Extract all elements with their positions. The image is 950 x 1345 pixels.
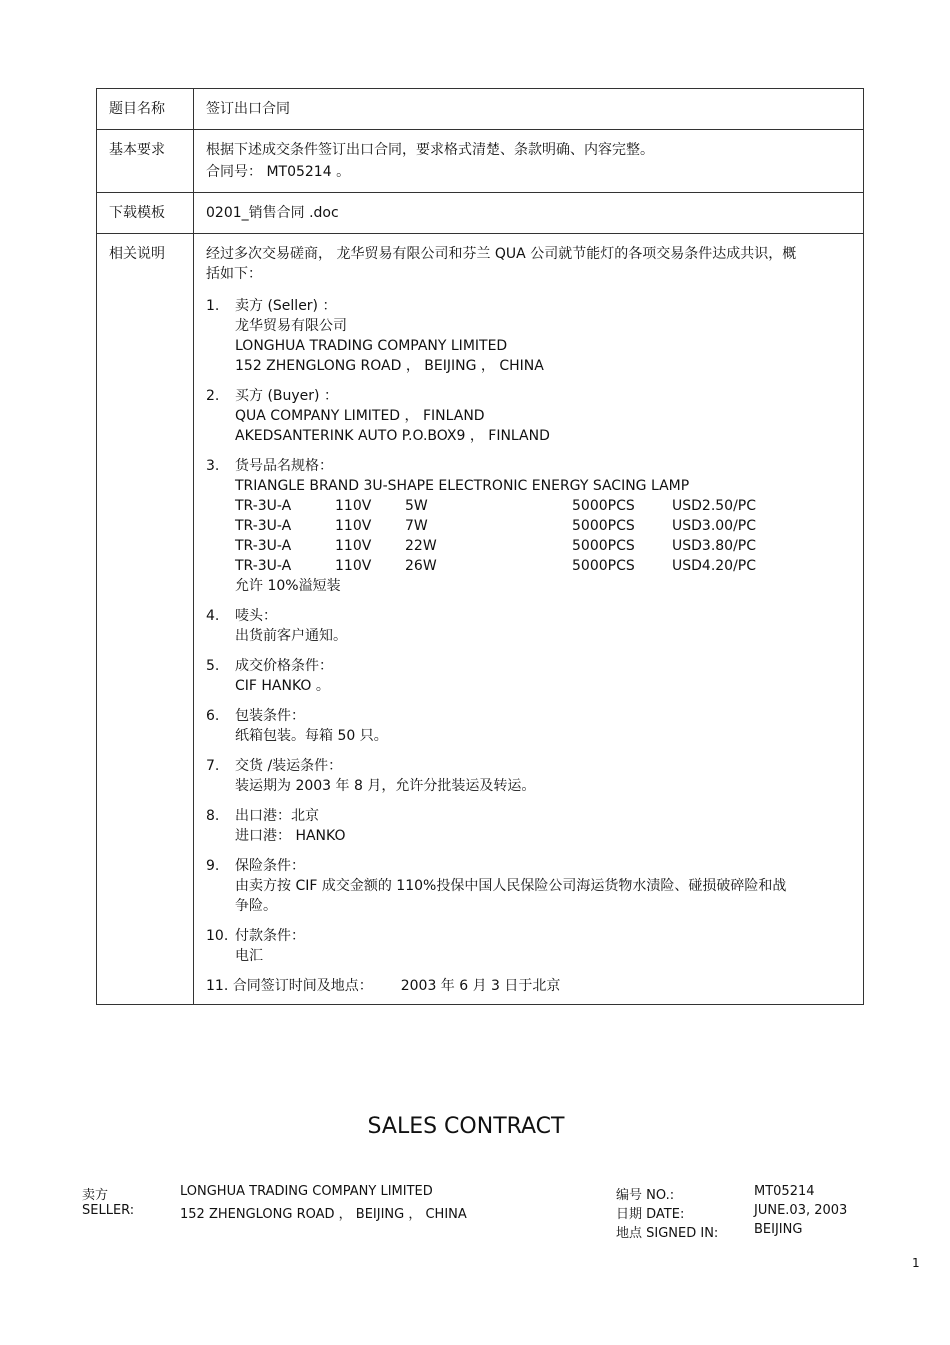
list-item xyxy=(206,856,857,916)
table-row xyxy=(97,130,864,193)
list-item xyxy=(206,296,857,376)
product-qty: 5000PCS xyxy=(572,518,635,534)
item-title: 买方 (Buyer) ： xyxy=(235,388,338,404)
item-title: 出口港：北京 xyxy=(235,808,319,824)
item-title: 保险条件： xyxy=(235,858,305,874)
product-row xyxy=(206,536,857,556)
item-number: 9. xyxy=(206,858,220,874)
seller-name: LONGHUA TRADING COMPANY LIMITED xyxy=(180,1184,433,1199)
item-line: LONGHUA TRADING COMPANY LIMITED xyxy=(235,338,508,354)
contract-no-value: MT05214 xyxy=(754,1184,815,1199)
list-item xyxy=(206,456,857,596)
product-qty: 5000PCS xyxy=(572,498,635,514)
place-label: 地点 SIGNED IN: xyxy=(616,1226,719,1241)
notes-cell xyxy=(194,234,864,1005)
item-line: 电汇 xyxy=(235,948,263,964)
item-line: 龙华贸易有限公司 xyxy=(235,318,347,334)
list-item xyxy=(206,926,857,966)
table-row xyxy=(97,234,864,1005)
product-model: TR-3U-A xyxy=(235,518,292,534)
product-watt: 7W xyxy=(405,518,428,534)
product-row xyxy=(206,496,857,516)
row-label: 基本要求 xyxy=(97,130,194,193)
place-value: BEIJING xyxy=(754,1222,803,1237)
list-item xyxy=(206,706,857,746)
product-model: TR-3U-A xyxy=(235,538,292,554)
tolerance-line: 允许 10%溢短装 xyxy=(235,578,341,594)
intro-line: 经过多次交易磋商， 龙华贸易有限公司和芬兰 QUA 公司就节能灯的各项交易条件达成共识，概 xyxy=(206,246,797,262)
item-line: TRIANGLE BRAND 3U-SHAPE ELECTRONIC ENERGY SACING LAMP xyxy=(235,478,690,494)
item-line: 152 ZHENGLONG ROAD ， BEIJING ， CHINA xyxy=(235,358,544,374)
product-watt: 26W xyxy=(405,558,437,574)
row-label: 题目名称 xyxy=(97,89,194,130)
product-price: USD3.00/PC xyxy=(672,518,757,534)
product-qty: 5000PCS xyxy=(572,538,635,554)
assignment-table xyxy=(96,88,864,1005)
requirement-line: 根据下述成交条件签订出口合同，要求格式清楚、条款明确、内容完整。 xyxy=(206,142,654,158)
list-item xyxy=(206,606,857,646)
item-line: CIF HANKO 。 xyxy=(235,678,330,694)
item-title: 卖方 (Seller) ： xyxy=(235,298,337,314)
item-number: 1. xyxy=(206,298,220,314)
date-value: JUNE.03, 2003 xyxy=(754,1203,848,1218)
seller-label-cn: 卖方 xyxy=(82,1188,109,1203)
list-item xyxy=(206,976,857,996)
table-row xyxy=(97,193,864,234)
item-line: AKEDSANTERINK AUTO P.O.BOX9 ， FINLAND xyxy=(235,428,550,444)
product-price: USD3.80/PC xyxy=(672,538,757,554)
row-label: 相关说明 xyxy=(97,234,194,1005)
item-title: 成交价格条件： xyxy=(235,658,333,674)
contract-no-label: 编号 NO.: xyxy=(616,1188,675,1203)
product-model: TR-3U-A xyxy=(235,558,292,574)
item-line: 进口港： HANKO xyxy=(235,828,346,844)
product-watt: 22W xyxy=(405,538,437,554)
item-line: 2003 年 6 月 3 日于北京 xyxy=(400,978,561,994)
item-number: 7. xyxy=(206,758,220,774)
item-number: 8. xyxy=(206,808,220,824)
item-line: QUA COMPANY LIMITED ， FINLAND xyxy=(235,408,485,424)
item-number: 5. xyxy=(206,658,220,674)
item-line: 出货前客户通知。 xyxy=(235,628,347,644)
product-voltage: 110V xyxy=(335,538,372,554)
product-watt: 5W xyxy=(405,498,428,514)
product-voltage: 110V xyxy=(335,498,372,514)
table-row xyxy=(97,89,864,130)
product-price: USD4.20/PC xyxy=(672,558,757,574)
page-number: 1 xyxy=(912,1256,920,1270)
item-number: 11. xyxy=(206,978,229,994)
list-item xyxy=(206,386,857,446)
product-model: TR-3U-A xyxy=(235,498,292,514)
item-title: 合同签订时间及地点： xyxy=(232,978,373,994)
item-title: 包装条件： xyxy=(235,708,305,724)
template-link[interactable]: 0201_销售合同 .doc xyxy=(194,193,864,234)
list-item xyxy=(206,756,857,796)
item-number: 3. xyxy=(206,458,220,474)
item-title: 付款条件： xyxy=(235,928,305,944)
item-number: 10. xyxy=(206,928,229,944)
item-title: 交货 /装运条件： xyxy=(235,758,343,774)
product-voltage: 110V xyxy=(335,558,372,574)
contract-number-line: 合同号： MT05214 。 xyxy=(206,164,351,180)
product-row xyxy=(206,556,857,576)
item-title: 唛头： xyxy=(235,608,277,624)
intro-line: 括如下： xyxy=(206,266,262,282)
date-label: 日期 DATE: xyxy=(616,1207,685,1222)
item-line: 争险。 xyxy=(235,898,277,914)
seller-address: 152 ZHENGLONG ROAD ， BEIJING ， CHINA xyxy=(180,1207,467,1222)
item-number: 2. xyxy=(206,388,220,404)
list-item xyxy=(206,806,857,846)
list-item xyxy=(206,656,857,696)
item-line: 由卖方按 CIF 成交金额的 110%投保中国人民保险公司海运货物水渍险、碰损破碎险和战 xyxy=(235,878,787,894)
row-value: 签订出口合同 xyxy=(194,89,864,130)
product-row xyxy=(206,516,857,536)
product-voltage: 110V xyxy=(335,518,372,534)
row-label: 下载模板 xyxy=(97,193,194,234)
item-title: 货号品名规格： xyxy=(235,458,333,474)
item-number: 4. xyxy=(206,608,220,624)
product-qty: 5000PCS xyxy=(572,558,635,574)
item-line: 装运期为 2003 年 8 月，允许分批装运及转运。 xyxy=(235,778,536,794)
product-price: USD2.50/PC xyxy=(672,498,757,514)
item-line: 纸箱包装。每箱 50 只。 xyxy=(235,728,388,744)
row-value xyxy=(194,130,864,193)
contract-title: SALES CONTRACT xyxy=(367,1114,565,1139)
seller-label-en: SELLER: xyxy=(82,1203,135,1218)
item-number: 6. xyxy=(206,708,220,724)
